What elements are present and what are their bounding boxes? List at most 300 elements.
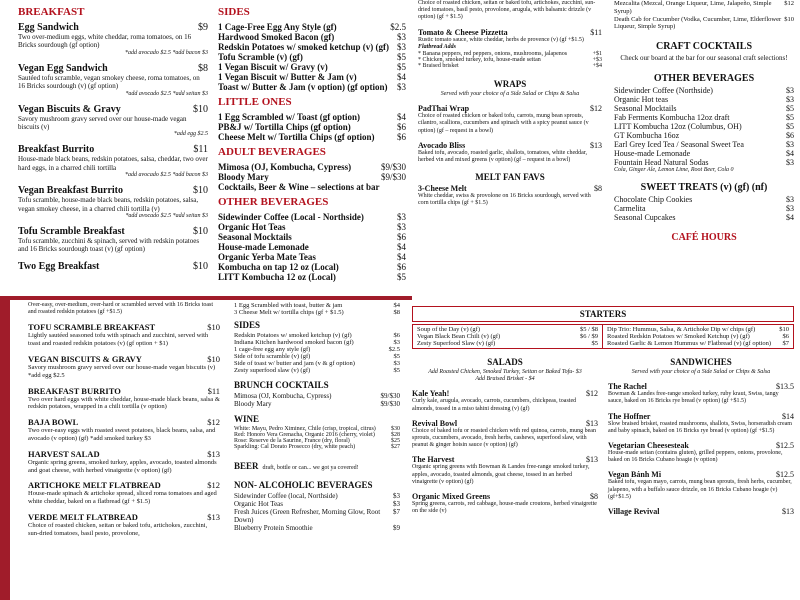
item-price: $13 <box>590 140 602 150</box>
menu-item <box>614 213 794 222</box>
item-name: Cocktails, Beer & Wine – selections at bar <box>218 182 380 192</box>
item-desc: Choice of roasted chicken or baked tofu, carrots, mung bean sprouts, cilantro, scallions, cucumbers and spinach with a spicy peanut sauce (v option) (gf – request in a bowl) <box>418 113 589 134</box>
menu-item <box>614 195 794 204</box>
menu-item <box>218 262 406 272</box>
sandwiches-title: SANDWICHES <box>670 357 732 367</box>
item-price: $12.5 <box>776 470 794 480</box>
item-price: $14 <box>782 411 794 421</box>
item-gap <box>18 272 208 279</box>
item-name: 1 Egg Scrambled w/ Toast (gf option) <box>218 112 361 122</box>
menu-item <box>28 512 220 522</box>
item-price: $3 <box>393 500 400 508</box>
item-name: Side of toast w/ butter and jam (v & gf option) <box>234 360 355 367</box>
item-price: $3 <box>397 42 406 52</box>
item-price: $3 <box>393 360 400 367</box>
item-name: Mimosa (OJ, Kombucha, Cypress) <box>234 392 332 400</box>
item-price: $3 <box>397 222 406 232</box>
item-desc: Baked tofu, vegan mayo, carrots, mung bean sprouts, fresh herbs, cucumber, jalapeno, with a buffalo sauce drizzle, on 16 Bricks Cubano hoagie (v) (gf+$1.5) <box>608 479 792 500</box>
menu-item <box>608 470 794 479</box>
item-name: Vegan Breakfast Burrito <box>18 185 123 197</box>
item-desc: Organic spring greens, smoked turkey, apples, avocado, toasted almonds and goat cheese, with herbed vinaigrette (v option) (gf) <box>28 458 217 474</box>
item-price: $27 <box>391 444 400 450</box>
item-price: $28 <box>391 432 400 438</box>
item-name: House-made Lemonade <box>614 148 691 158</box>
menu-item <box>608 412 794 421</box>
item-name: Sidewinder Coffee (Local - Northside) <box>218 212 364 222</box>
pizzetta-item <box>418 28 602 37</box>
item-price: $10 <box>193 103 208 115</box>
item-name: Organic Hot teas <box>614 94 669 104</box>
beer-subtitle: draft, bottle or can... we got ya covered! <box>262 465 359 471</box>
menu-item <box>234 332 400 339</box>
item-desc: Choice of baked tofu or roasted chicken with red quinoa, carrots, mung bean sprouts, cucumbers, avocado, fresh herbs, cashews, superfood slaw, with peanut & ginger hoisin sauce (v option) (gf) <box>412 427 596 449</box>
item-name: Soup of the Day (v) (gf) <box>417 326 480 333</box>
item-price: $10 <box>784 15 794 23</box>
item-name: Blueberry Protein Smoothie <box>234 524 313 532</box>
item-price: $12 <box>207 480 220 491</box>
menu-item <box>218 22 406 32</box>
item-desc: Two over hard eggs with white cheddar, house-made black beans, salsa & redskin potatoes, wrapped in a chili tortilla (v option) <box>28 395 220 411</box>
item-price: $4 <box>786 148 794 158</box>
menu-item <box>28 386 220 396</box>
menu-item <box>614 158 794 167</box>
item-name: 3 Cheese Melt w/ tortilla chips (gf + $1.5) <box>234 309 344 316</box>
item-desc: Sautéed tofu scramble, vegan smokey cheese, roma tomatoes, on 16 Bricks sourdough (v) (gf option) <box>18 73 200 91</box>
item-name: Vegan Egg Sandwich <box>18 62 108 74</box>
menu-item <box>18 261 208 272</box>
item-price: $5 <box>786 112 794 122</box>
menu-item <box>614 104 794 113</box>
wraps-title: WRAPS <box>493 78 527 89</box>
item-price: $13.5 <box>776 382 794 392</box>
item-price: $7 <box>393 508 400 516</box>
menu-item <box>28 354 220 364</box>
item-price: $13 <box>586 418 598 428</box>
item-name: * Chicken, smoked turkey, tofu, house-made seitan <box>418 56 541 63</box>
pizzetta-price: $11 <box>590 27 602 37</box>
item-name: Organic Hot Teas <box>234 500 284 508</box>
item-name: VERDE MELT FLATBREAD <box>28 511 138 522</box>
item-name: Roasted Garlic & Lemon Hummus w/ Flatbread (v) (gf option) <box>607 340 772 347</box>
item-price: $5 <box>397 272 406 282</box>
item-name: Chocolate Chip Cookies <box>614 194 693 204</box>
menu-item <box>607 326 789 333</box>
item-name: VEGAN BISCUITS & GRAVY <box>28 353 142 364</box>
sides-title: SIDES <box>218 6 250 18</box>
menu-item <box>218 232 406 242</box>
item-name: Egg Sandwich <box>18 22 79 33</box>
menu-item <box>18 22 208 33</box>
menu-item <box>417 333 598 340</box>
item-price: $3 <box>397 32 406 42</box>
beverages-panel <box>608 0 800 300</box>
menu-item <box>608 382 794 391</box>
item-price: $9/$30 <box>380 392 400 400</box>
item-name: The Rachel <box>608 382 647 392</box>
menu-item <box>18 63 208 74</box>
menu-item <box>218 252 406 262</box>
two-egg-desc: Over-easy, over-medium, over-hard or scrambled served with 16 Bricks toast and roasted redskin potatoes (gf +$1.5) <box>28 302 214 316</box>
menu-item <box>607 333 789 340</box>
item-desc: House-made seitan (contains gluten), grilled peppers, onions, provolone, baked on 16 Bricks Cubano hoagie (v option) <box>608 449 783 464</box>
item-price: $4 <box>397 112 406 122</box>
menu-item <box>608 507 794 516</box>
menu-item <box>234 444 400 450</box>
item-note: *add avocado $2.5 *add seitan $3 <box>125 90 208 97</box>
pizzetta-desc: Rustic tomato sauce, white cheddar, herbs de provence (v) (gf +$1.5) <box>418 36 584 43</box>
menu-item <box>218 112 406 122</box>
menu-item <box>234 392 400 400</box>
menu-item <box>218 182 406 192</box>
starters-title: STARTERS <box>579 309 627 319</box>
item-name: Vegan Bánh Mi <box>608 470 662 480</box>
item-price: $13 <box>207 511 220 522</box>
item-price: $6 <box>397 132 406 142</box>
item-price: $4 <box>397 252 406 262</box>
item-price: $3 <box>786 194 794 204</box>
menu-item <box>412 389 598 398</box>
item-price: $6 <box>397 262 406 272</box>
menu-item <box>218 72 406 82</box>
other-beverages-title-2: OTHER BEVERAGES <box>653 72 755 84</box>
item-name: LITT Kombucha 12 oz (Local) <box>218 272 336 282</box>
menu-item <box>614 16 794 32</box>
menu-item <box>28 480 220 490</box>
item-gap <box>18 97 208 104</box>
menu-item <box>234 400 400 408</box>
item-price: $5 <box>393 353 400 360</box>
item-desc: Two over-easy eggs with roasted sweet potatoes, black beans, salsa, and avocado (v option) (gf) *add smoked turkey $3 <box>28 427 216 442</box>
menu-item <box>28 417 220 427</box>
menu-item <box>412 455 598 464</box>
item-name: Village Revival <box>608 506 660 516</box>
menu-item <box>234 346 400 353</box>
menu-item <box>412 492 598 501</box>
flatbread-adds-title: Flatbread Adds <box>418 43 456 50</box>
item-name: ARTICHOKE MELT FLATBREAD <box>28 480 161 491</box>
item-price: $7 <box>782 340 789 347</box>
item-price: $3 <box>786 94 794 104</box>
item-name: Fab Ferments Kombucha 12oz draft <box>614 112 730 122</box>
melt-price: $8 <box>594 184 602 194</box>
item-name: 1 Egg Scrambled with toast, butter & jam <box>234 302 343 309</box>
item-name: Rose: Reserve de la Saurine, France (dry, floral) <box>234 438 350 444</box>
item-price: $9/$30 <box>380 172 406 182</box>
item-name: BAJA BOWL <box>28 417 79 428</box>
item-desc: Tofu scramble, zucchini & spinach, served with redskin potatoes and 16 Bricks sourdough toast (v) (gf option) <box>18 236 200 254</box>
item-name: Redskin Potatoes w/ smoked ketchup (v) (gf) <box>218 42 389 52</box>
item-name: * Banana peppers, red peppers, onions, mushrooms, jalapenos <box>418 50 568 57</box>
menu-item <box>218 32 406 42</box>
item-name: Carmelita <box>614 203 646 213</box>
item-price: $6 <box>782 333 789 340</box>
item-name: The Harvest <box>412 455 455 465</box>
item-name: Seasonal Cupcakes <box>614 212 676 222</box>
little-ones-title: LITTLE ONES <box>218 96 292 108</box>
item-name: Bloody Mary <box>234 400 272 408</box>
menu-item <box>18 226 208 237</box>
menu-item <box>28 449 220 459</box>
item-name: Fountain Head Natural Sodas <box>614 157 709 167</box>
item-name: Organic Mixed Greens <box>412 491 491 501</box>
item-name: Two Egg Breakfast <box>18 260 100 272</box>
item-price: $13 <box>782 506 794 516</box>
item-desc: House-made spinach & artichoke spread, sliced roma tomatoes and aged white cheddar, baked on a flatbread (gf + $1.5) <box>28 490 217 506</box>
item-name: Organic Yerba Mate Teas <box>218 252 316 262</box>
item-desc: Tofu scramble, house-made black beans, redskin potatoes, salsa, vegan smokey cheese, in a charred chili tortilla (v) <box>18 196 199 213</box>
item-note: *add egg $2.5 <box>173 131 208 138</box>
item-price: $4 <box>786 212 794 222</box>
item-gap <box>18 254 208 261</box>
item-price: $12 <box>784 0 794 7</box>
item-price: $2.5 <box>388 346 400 353</box>
menu-item <box>607 340 789 347</box>
sandwiches-subtitle: Served with your choice of a Side Salad or Chips & Salsa <box>631 369 771 375</box>
item-price: $3 <box>393 339 400 346</box>
menu-item <box>28 322 220 332</box>
wraps-panel <box>412 0 608 300</box>
menu-item <box>218 42 406 52</box>
other-beverages-title: OTHER BEVERAGES <box>218 196 329 208</box>
item-gap <box>18 56 208 63</box>
item-price: $12 <box>590 104 602 114</box>
item-note: *add avocado $2.5 *add seitan $3 <box>125 212 208 219</box>
item-name: Red: Honoro Vera Grenacha, Organic 2016 (cherry, violet) <box>234 432 375 438</box>
menu-item <box>614 86 794 95</box>
item-name: Mimosa (OJ, Kombucha, Cypress) <box>218 162 352 172</box>
pizzetta-name: Tomato & Cheese Pizzetta <box>418 27 508 37</box>
brunch-sides-panel <box>228 300 406 600</box>
item-name: Avocado Bliss <box>418 140 466 150</box>
menu-item <box>234 367 400 374</box>
menu-item <box>614 0 794 16</box>
item-name: Roasted Redskin Potatoes w/ Smoked Ketchup (v) (gf) <box>607 333 750 340</box>
item-desc: House-made black beans, redskin potatoes, salsa, cheddar, two over hard eggs, in a charred chili tortilla <box>18 155 208 172</box>
item-name: HARVEST SALAD <box>28 448 100 459</box>
melt-title: MELT FAN FAVS <box>475 172 545 183</box>
brunch-panel <box>0 300 228 600</box>
item-name: Mezcalita (Mezcal, Orange Liqueur, Lime, Jalapeño, Simple Syrup) <box>614 0 772 15</box>
item-name: Seasonal Mocktails <box>218 232 292 242</box>
item-price: $5 / $8 <box>579 326 598 333</box>
item-name: 1 Vegan Biscuit w/ Butter & Jam (v) <box>218 72 357 82</box>
item-name: Zesty superfood slaw (v) (gf) <box>234 367 311 374</box>
menu-item <box>218 242 406 252</box>
item-name: Cheese Melt w/ Tortilla Chips (gf option) <box>218 132 375 142</box>
starters-box <box>412 306 794 322</box>
item-price: +$3 <box>592 56 602 63</box>
item-price: $6 / $9 <box>579 333 598 340</box>
menu-item <box>614 113 794 122</box>
item-price: $6 <box>786 130 794 140</box>
item-price: $9/$30 <box>380 162 406 172</box>
item-price: $10 <box>207 353 220 364</box>
item-name: Tofu Scramble (v) (gf) <box>218 52 303 62</box>
item-name: Vegan Biscuits & Gravy <box>18 103 121 115</box>
item-price: $6 <box>397 122 406 132</box>
item-desc: Curly kale, arugula, avocado, carrots, cucumbers, chickpeas, toasted almonds, tossed in a miso tahini dressing (v) (gf) <box>412 398 577 412</box>
item-price: $13 <box>207 448 220 459</box>
item-desc: Savory mushroom gravy served over our house-made vegan biscuits (v) <box>18 114 187 131</box>
menu-item <box>234 302 400 309</box>
item-price: $13 <box>586 455 598 465</box>
item-price: $12.5 <box>776 440 794 450</box>
item-price: $5 <box>786 103 794 113</box>
item-price: $3 <box>397 82 406 92</box>
brunch-cocktails-title: BRUNCH COCKTAILS <box>234 380 329 390</box>
breakfast-title: BREAKFAST <box>18 6 85 18</box>
item-price: $2.5 <box>390 22 406 32</box>
menu-item <box>234 353 400 360</box>
verde-desc: Choice of roasted chicken, seitan or baked tofu, artichokes, zucchini, sun-dried tomatoes, basil pesto, provolone, arugula, with balsamic drizzle (v option) (gf + $1.5) <box>418 0 596 21</box>
wraps-subtitle: Served with your choice of a Side Salad or Chips & Salsa <box>440 90 580 97</box>
item-price: +$4 <box>592 62 602 69</box>
item-gap <box>18 137 208 144</box>
menu-item <box>614 131 794 140</box>
beer-line <box>234 456 400 474</box>
sandwiches-column <box>608 353 794 516</box>
item-desc: Bowman & Landes free-range smoked turkey, ruby kraut, Swiss, tangy sauce, baked on 16 Bricks rye bread (v option) (gf +$1.5) <box>608 391 779 405</box>
item-name: Dip Trio: Hummus, Salsa, & Artichoke Dip w/ chips (gf) <box>607 326 756 333</box>
item-name: Death Cab for Cucumber (Vodka, Cucumber, Lime, Elderflower Liqueur, Simple Syrup) <box>614 15 782 31</box>
item-name: Fresh Juices (Green Refresher, Morning Glow, Root Down) <box>234 508 381 524</box>
menu-item <box>234 492 400 500</box>
item-name: PB&J w/ Tortilla Chips (gf option) <box>218 122 351 132</box>
item-price: $6 <box>397 232 406 242</box>
item-name: Breakfast Burrito <box>18 144 95 156</box>
sides-column <box>218 4 406 282</box>
item-price: $3 <box>786 85 794 95</box>
item-price: $11 <box>207 385 220 396</box>
item-desc: Lightly sautéed seasoned tofu with spinach and zucchini, served with toast and roasted redskin potatoes (v) (gf option + $1) <box>28 332 209 348</box>
menu-item <box>234 508 400 524</box>
menu-item <box>234 360 400 367</box>
menu-item <box>614 95 794 104</box>
menu-item <box>18 104 208 115</box>
sodas-note: Cola, Ginger Ale, Lemon Lime, Root Beer, Cola 0 <box>614 166 734 173</box>
item-name: Sidewinder Coffee (local, Northside) <box>234 492 338 500</box>
menu-item <box>418 141 602 150</box>
item-price: $12 <box>586 389 598 399</box>
item-desc: Slow braised brisket, roasted mushrooms, shallots, Swiss, horseradish cream and baby spinach, baked on 16 Bricks rye bread (v option) (gf +$1.5) <box>608 420 792 434</box>
item-desc: Two over-medium eggs, white cheddar, roma tomatoes, on 16 Bricks sourdough (gf option) <box>18 33 192 50</box>
item-price: $5 <box>397 52 406 62</box>
item-price: $9/$30 <box>380 400 400 408</box>
item-price: $4 <box>393 302 400 309</box>
item-name: Zesty Superfood Slaw (v) (gf) <box>417 340 496 347</box>
menu-item <box>218 272 406 282</box>
item-name: 1 cage-free egg any style (gf) <box>234 346 311 353</box>
menu-item <box>18 144 208 155</box>
menu-item <box>614 204 794 213</box>
item-name: House-made Lemonade <box>218 242 309 252</box>
menu-item <box>234 524 400 532</box>
item-price: $5 <box>393 367 400 374</box>
menu-item <box>218 122 406 132</box>
menu-item <box>218 172 406 182</box>
item-name: Toast w/ Butter & Jam (v option) (gf option) <box>218 82 388 92</box>
item-price: $4 <box>397 242 406 252</box>
item-name: 1 Cage-Free Egg Any Style (gf) <box>218 22 337 32</box>
menu-item <box>608 441 794 450</box>
item-name: Organic Hot Teas <box>218 222 286 232</box>
item-desc: Baked tofu, avocado, roasted garlic, shallots, tomatoes, white cheddar, herbed vin and mixed greens (v option) (gf – request in a bowl) <box>418 149 588 163</box>
item-price: $8 <box>393 309 400 316</box>
menu-item <box>418 63 602 69</box>
brunch-sides-title: SIDES <box>234 320 261 330</box>
melt-desc: White cheddar, swiss & provolone on 16 Bricks sourdough, served with corn tortilla chips (gf + $1.5) <box>418 193 591 207</box>
breakfast-menu-panel <box>0 0 412 300</box>
menu-item <box>218 132 406 142</box>
melt-name: 3-Cheese Melt <box>418 184 467 194</box>
item-name: Redskin Potatoes w/ smoked ketchup (v) (gf) <box>234 332 352 339</box>
item-price: $10 <box>193 260 208 272</box>
item-name: Kale Yeah! <box>412 389 450 399</box>
item-name: Sparkling: Cal Dorato Prosecco (dry, white peach) <box>234 444 356 450</box>
item-price: $3 <box>786 203 794 213</box>
item-price: $9 <box>198 22 208 33</box>
item-name: LITT Kombucha 12oz (Columbus, OH) <box>614 121 742 131</box>
item-note: *add avocado $2.5 *add bacon $3 <box>125 49 208 56</box>
item-price: $3 <box>397 212 406 222</box>
item-name: Indiana Kitchen hardwood smoked bacon (gf) <box>234 339 354 346</box>
menu-item <box>614 149 794 158</box>
menu-item <box>417 340 598 347</box>
item-name: 1 Vegan Biscuit w/ Gravy (v) <box>218 62 328 72</box>
item-gap <box>18 178 208 185</box>
menu-item <box>218 52 406 62</box>
salads-subtitle-2: Add Braised Brisket - $4 <box>475 376 535 383</box>
menu-item <box>412 419 598 428</box>
menu-item <box>218 222 406 232</box>
item-price: $5 <box>786 121 794 131</box>
item-price: $9 <box>393 524 400 532</box>
item-price: $10 <box>207 322 220 333</box>
item-desc: Organic spring greens with Bowman & Landes free-range smoked turkey, apples, avocado, toasted almonds, goat cheese, tossed in an herbed vinaigrette (v option) (gf) <box>412 464 590 485</box>
item-price: +$1 <box>592 50 602 57</box>
item-price: $12 <box>207 417 220 428</box>
salads-title: SALADS <box>487 357 523 367</box>
craft-cocktails-subtitle: Check our board at the bar for our seasonal craft selections! <box>620 54 788 63</box>
item-name: Vegan Black Bean Chili (v) (gf) <box>417 333 501 340</box>
item-name: Sidewinder Coffee (Northside) <box>614 85 713 95</box>
item-name: * Braised brisket <box>418 62 459 69</box>
item-price: $25 <box>391 438 400 444</box>
item-desc: Savory mushroom gravy served over our house-made vegan biscuits (v) *add egg $2.5 <box>28 363 216 379</box>
item-name: TOFU SCRAMBLE BREAKFAST <box>28 322 156 333</box>
item-gap <box>18 219 208 226</box>
item-name: PadThai Wrap <box>418 104 470 114</box>
salads-subtitle: Add Roasted Chicken, Smoked Turkey, Seitan or Baked Tofu- $3 <box>428 369 582 375</box>
item-name: The Hoffner <box>608 411 651 421</box>
divider-bar <box>0 296 412 300</box>
item-price: $3 <box>786 139 794 149</box>
melt-item <box>418 184 602 193</box>
menu-item <box>218 82 406 92</box>
menu-item <box>234 309 400 316</box>
item-price: $5 <box>397 62 406 72</box>
item-price: $30 <box>391 426 400 432</box>
item-desc: Choice of roasted chicken, seitan or baked tofu, artichokes, zucchini, sun-dried tomatoes, basil pesto, provolone, <box>28 521 208 537</box>
menu-item <box>614 122 794 131</box>
item-name: Bloody Mary <box>218 172 269 182</box>
starters-list-box <box>412 324 794 349</box>
item-note: *add avocado $2.5 *add bacon $3 <box>125 172 208 179</box>
item-name: GT Kombucha 16oz <box>614 130 680 140</box>
item-name: Revival Bowl <box>412 418 458 428</box>
adult-beverages-title: ADULT BEVERAGES <box>218 146 326 158</box>
item-price: $10 <box>193 185 208 197</box>
